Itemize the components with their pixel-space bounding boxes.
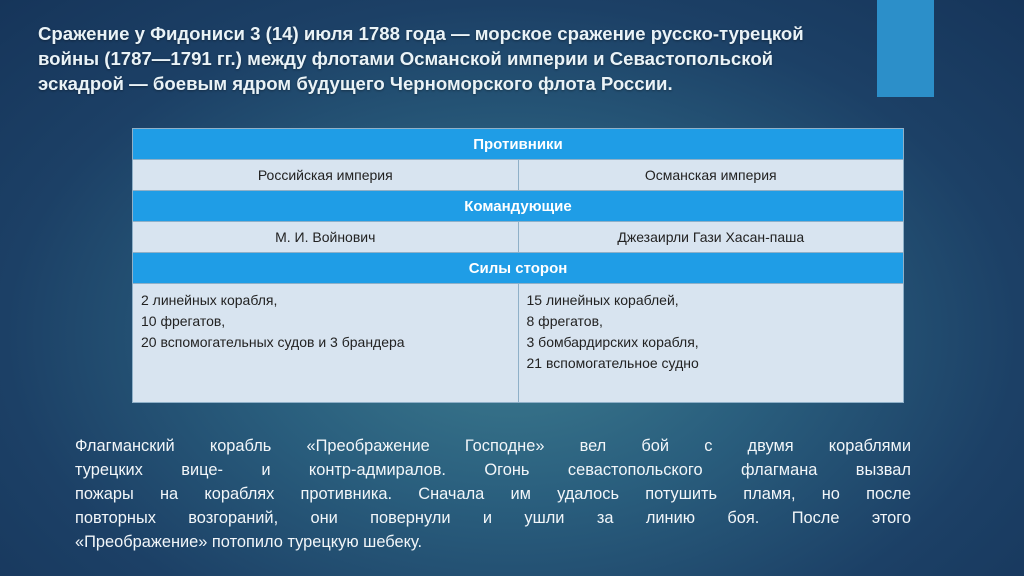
commander-left-cell: М. И. Войнович bbox=[133, 222, 519, 253]
forces-left-item: 2 линейных корабля, bbox=[141, 292, 278, 308]
title-line: эскадрой — боевым ядром будущего Черноморского флота России. bbox=[38, 73, 673, 94]
body-line: «Преображение» потопило турецкую шебеку. bbox=[75, 533, 423, 551]
forces-right-item: 15 линейных кораблей, bbox=[526, 292, 679, 308]
body-paragraph bbox=[75, 434, 911, 554]
side-right-cell: Османская империя bbox=[518, 160, 904, 191]
forces-right-cell bbox=[518, 284, 904, 403]
forces-right-item: 8 фрегатов, bbox=[526, 313, 603, 329]
body-line: Флагманский корабль «Преображение Господне» вел бой с двумя кораблями bbox=[75, 437, 911, 455]
forces-left-item: 10 фрегатов, bbox=[141, 313, 226, 329]
forces-header: Силы сторон bbox=[133, 253, 904, 284]
forces-left-item: 20 вспомогательных судов и 3 брандера bbox=[141, 334, 405, 350]
forces-left-cell bbox=[133, 284, 519, 403]
forces-right-item: 3 бомбардирских корабля, bbox=[526, 334, 699, 350]
commanders-header: Командующие bbox=[133, 191, 904, 222]
body-line: турецких вице- и контр-адмиралов. Огонь севастопольского флагмана вызвал bbox=[75, 461, 911, 479]
side-left-cell: Российская империя bbox=[133, 160, 519, 191]
title-line: Сражение у Фидониси 3 (14) июля 1788 года — морское сражение русско-турецкой bbox=[38, 23, 804, 44]
slide-title bbox=[38, 21, 978, 96]
battle-info-table bbox=[132, 128, 904, 403]
forces-right-item: 21 вспомогательное судно bbox=[526, 355, 699, 371]
body-line: повторных возгораний, они повернули и ушли за линию боя. После этого bbox=[75, 509, 911, 527]
opponents-header: Противники bbox=[133, 129, 904, 160]
title-line: войны (1787—1791 гг.) между флотами Османской империи и Севастопольской bbox=[38, 48, 774, 69]
commander-right-cell: Джезаирли Гази Хасан-паша bbox=[518, 222, 904, 253]
body-line: пожары на кораблях противника. Сначала им удалось потушить пламя, но после bbox=[75, 485, 911, 503]
